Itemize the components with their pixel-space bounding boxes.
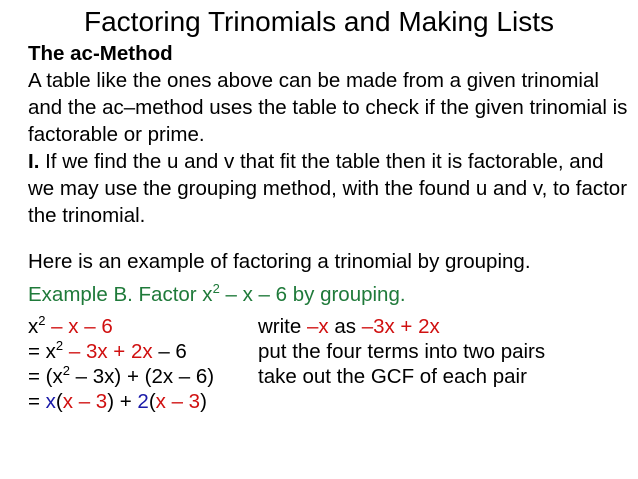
step-2-exp: 2 <box>55 338 64 353</box>
step-2-x: = x <box>28 340 56 363</box>
step-1 <box>28 313 440 339</box>
step-3-note: take out the GCF of each pair <box>258 365 527 388</box>
example-statement <box>28 281 628 308</box>
step-3 <box>28 363 527 389</box>
step-1-exp: 2 <box>38 313 46 328</box>
paragraph-table-description: A table like the ones above can be made from a given trinomial and the ac–method uses the table to check if the given trinomial is factorable or prime. <box>28 69 628 146</box>
step-2-const: – 6 <box>152 340 187 363</box>
note-term: –x <box>306 315 329 338</box>
step-1-x: x <box>28 315 39 338</box>
step-4-paren-2: ( <box>148 390 156 413</box>
step-2-note: put the four terms into two pairs <box>258 340 546 363</box>
step-4-eq: = <box>28 390 46 413</box>
example-label: Example B. Factor x <box>28 283 213 306</box>
text-block <box>28 40 628 229</box>
example-rest: – x – 6 by grouping. <box>219 283 406 306</box>
step-4 <box>28 390 207 414</box>
note-write: write <box>258 315 307 338</box>
step-4-gcf-2: 2 <box>137 390 149 413</box>
example-exponent: 2 <box>212 281 220 296</box>
step-1-note <box>258 315 440 339</box>
step-4-factor-1: x – 3 <box>62 390 108 413</box>
section-heading: The ac-Method <box>28 42 173 65</box>
step-4-factor-2: x – 3 <box>155 390 201 413</box>
step-3-a: = (x <box>28 365 63 388</box>
note-as: as <box>328 315 362 338</box>
step-3-exp: 2 <box>62 363 70 378</box>
point-label: I. <box>28 150 40 173</box>
step-2 <box>28 338 546 364</box>
step-4-plus: ) + <box>107 390 138 413</box>
step-4-gcf-x: x <box>45 390 56 413</box>
example-intro: Here is an example of factoring a trinomial by grouping. <box>28 250 531 273</box>
step-1-rest: – x – 6 <box>45 315 113 338</box>
slide-title: Factoring Trinomials and Making Lists <box>84 6 554 37</box>
point-text: If we find the u and v that fit the table then it is factorable, and we may use the grouping method, with the found u and v, to factor the trinomial. <box>28 150 628 227</box>
step-4-paren: ( <box>55 390 63 413</box>
step-4-close: ) <box>200 390 207 413</box>
step-3-rest: – 3x) + (2x – 6) <box>69 365 215 388</box>
paragraph-factorable-rule <box>28 148 628 229</box>
step-2-middle: – 3x + 2x <box>63 340 153 363</box>
note-split: –3x + 2x <box>361 315 440 338</box>
